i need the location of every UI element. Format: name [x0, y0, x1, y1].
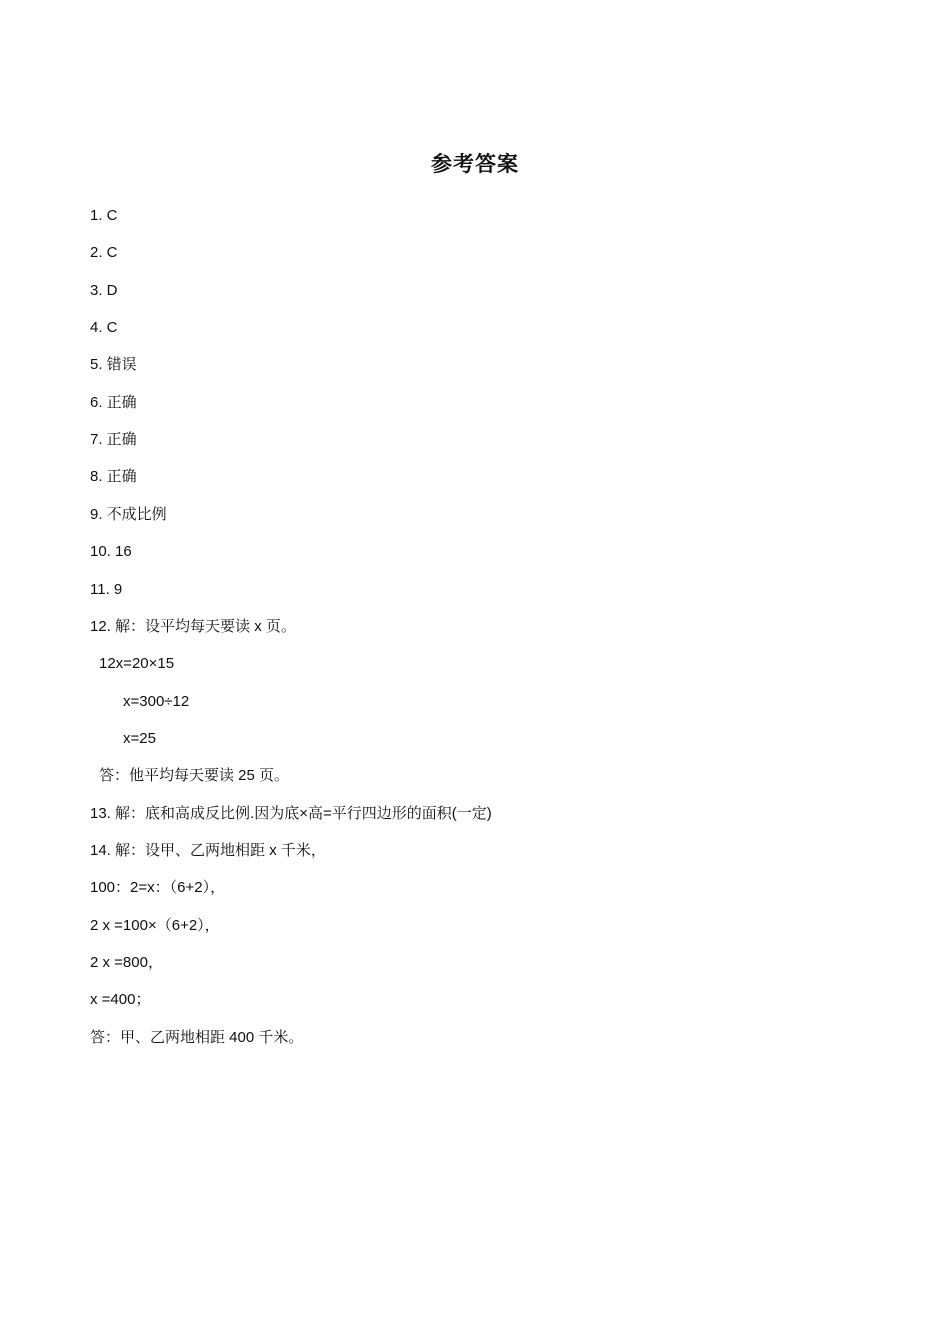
answer-line-10: 10. 16 [90, 543, 132, 560]
solution-step: 100：2=x：（6+2）， [90, 879, 226, 896]
solution-step: x=300÷12 [123, 693, 190, 710]
solution-answer: 答：他平均每天要读 25 页。 [99, 767, 290, 784]
page-title: 参考答案 [431, 153, 519, 176]
answer-line-4: 4. C [90, 319, 118, 336]
answer-line-9: 9. 不成比例 [90, 506, 167, 523]
answer-line-11: 11. 9 [90, 581, 123, 598]
answer-line-13: 13. 解：底和高成反比例.因为底×高=平行四边形的面积(一定) [90, 805, 492, 822]
answer-line-5: 5. 错误 [90, 356, 137, 373]
answer-line-6: 6. 正确 [90, 394, 137, 411]
answer-line-3: 3. D [90, 282, 118, 299]
answer-line-14: 14. 解：设甲、乙两地相距 x 千米， [90, 842, 326, 859]
solution-step: x=25 [123, 730, 156, 747]
solution-step: x =400； [90, 991, 151, 1008]
solution-answer: 答：甲、乙两地相距 400 千米。 [90, 1029, 304, 1046]
answer-line-2: 2. C [90, 244, 118, 261]
solution-step: 2 x =800， [90, 954, 163, 971]
solution-step: 2 x =100×（6+2）， [90, 917, 220, 934]
answer-line-7: 7. 正确 [90, 431, 137, 448]
answer-line-1: 1. C [90, 207, 118, 224]
answer-line-8: 8. 正确 [90, 468, 137, 485]
solution-step: 12x=20×15 [99, 655, 175, 672]
answer-line-12: 12. 解：设平均每天要读 x 页。 [90, 618, 296, 635]
